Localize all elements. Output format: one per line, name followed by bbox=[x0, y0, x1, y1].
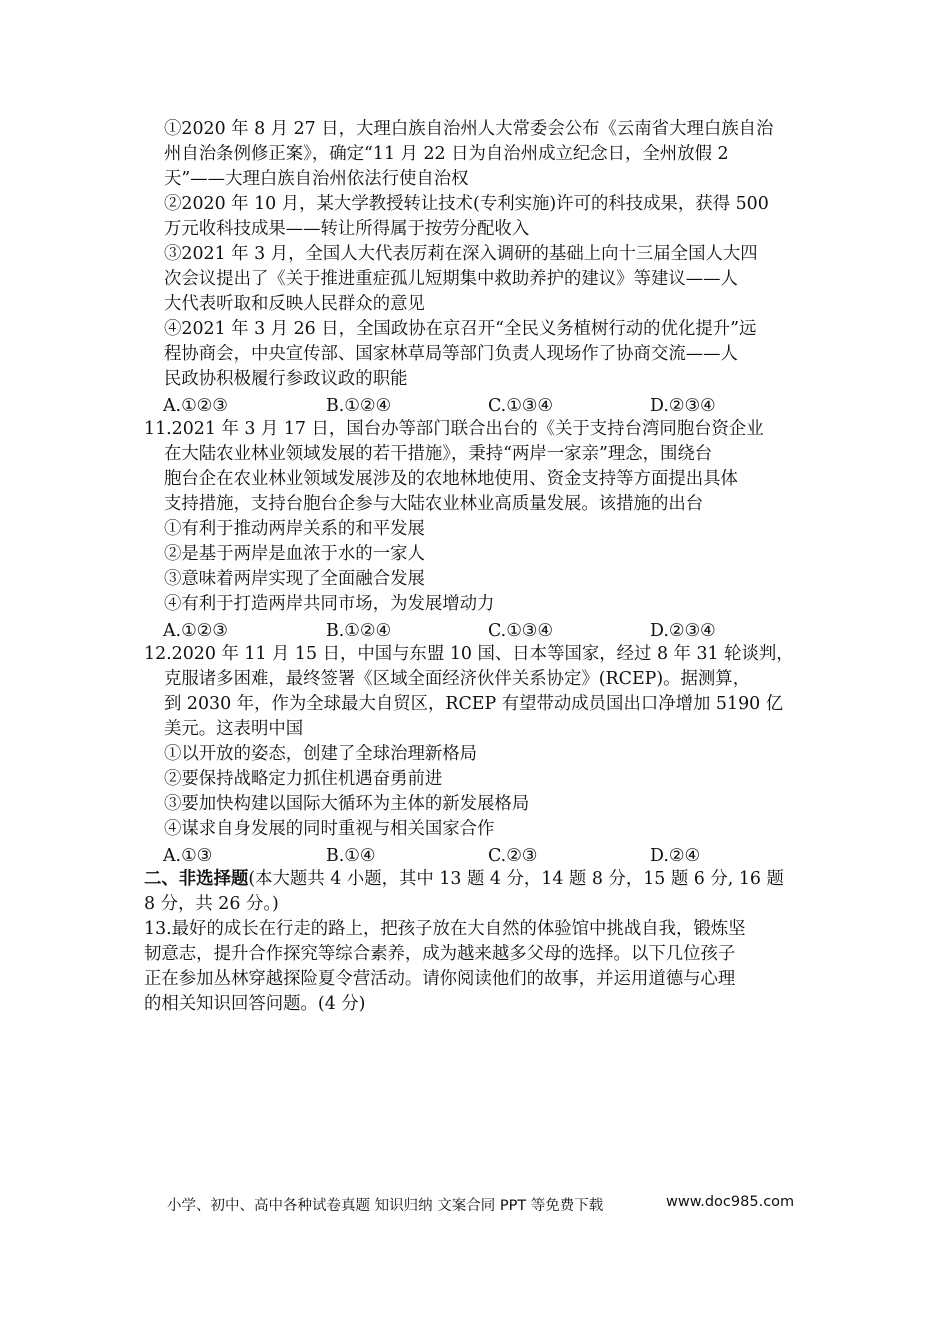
q12-item-2: ②要保持战略定力抓住机遇奋勇前进 bbox=[164, 769, 443, 789]
q10-item-3-line-1: ③2021 年 3 月，全国人大代表厉莉在深入调研的基础上向十三届全国人大四 bbox=[164, 244, 758, 264]
q11-item-2: ②是基于两岸是血浓于水的一家人 bbox=[164, 544, 425, 564]
q12-stem-line-1: 12.2020 年 11 月 15 日，中国与东盟 10 国、日本等国家，经过 8 年 31 轮谈判， bbox=[144, 644, 794, 664]
q10-item-1-line-2: 州自治条例修正案》，确定“11 月 22 日为自治州成立纪念日，全州放假 2 bbox=[164, 144, 729, 164]
q11-option-b: B.①②④ bbox=[326, 621, 392, 641]
q11-item-1: ①有利于推动两岸关系的和平发展 bbox=[164, 519, 425, 539]
q10-item-4-line-1: ④2021 年 3 月 26 日，全国政协在京召开“全民义务植树行动的优化提升”远 bbox=[164, 319, 757, 339]
q13-stem-line-3: 正在参加丛林穿越探险夏令营活动。请你阅读他们的故事，并运用道德与心理 bbox=[144, 969, 736, 989]
q11-options bbox=[163, 621, 763, 639]
q12-option-d: D.②④ bbox=[650, 846, 701, 866]
q13-stem-line-1: 13.最好的成长在行走的路上，把孩子放在大自然的体验馆中挑战自我，锻炼坚 bbox=[144, 919, 746, 939]
q10-item-4-line-2: 程协商会，中央宣传部、国家林草局等部门负责人现场作了协商交流——人 bbox=[164, 344, 738, 364]
q11-item-3: ③意味着两岸实现了全面融合发展 bbox=[164, 569, 425, 589]
q11-item-4: ④有利于打造两岸共同市场，为发展增动力 bbox=[164, 594, 495, 614]
q10-item-3-line-2: 次会议提出了《关于推进重症孤儿短期集中救助养护的建议》等建议——人 bbox=[164, 269, 738, 289]
q11-option-d: D.②③④ bbox=[650, 621, 716, 641]
q12-item-4: ④谋求自身发展的同时重视与相关国家合作 bbox=[164, 819, 495, 839]
q12-options bbox=[163, 846, 763, 864]
q12-option-a: A.①③ bbox=[163, 846, 213, 866]
q11-stem-line-4: 支持措施，支持台胞台企参与大陆农业林业高质量发展。该措施的出台 bbox=[164, 494, 704, 514]
q12-option-c: C.②③ bbox=[488, 846, 538, 866]
q11-stem-line-1: 11.2021 年 3 月 17 日，国台办等部门联合出台的《关于支持台湾同胞台资企业 bbox=[144, 419, 764, 439]
section-2-desc-line-2: 8 分，共 26 分。) bbox=[144, 894, 279, 914]
q10-item-4-line-3: 民政协积极履行参政议政的职能 bbox=[164, 369, 408, 389]
q10-option-b: B.①②④ bbox=[326, 396, 392, 416]
footer-text: 小学、初中、高中各种试卷真题 知识归纳 文案合同 PPT 等免费下载 bbox=[167, 1198, 604, 1214]
q10-option-d: D.②③④ bbox=[650, 396, 716, 416]
q11-option-c: C.①③④ bbox=[488, 621, 553, 641]
q10-item-1-line-3: 天”——大理白族自治州依法行使自治权 bbox=[164, 169, 469, 189]
section-2-heading bbox=[144, 871, 784, 888]
q10-option-a: A.①②③ bbox=[163, 396, 228, 416]
footer-link[interactable]: www.doc985.com bbox=[666, 1194, 795, 1210]
q12-stem-line-4: 美元。这表明中国 bbox=[164, 719, 304, 739]
section-2-desc: (本大题共 4 小题，其中 13 题 4 分，14 题 8 分，15 题 6 分, 16 题 bbox=[248, 869, 784, 889]
q13-stem-line-2: 韧意志，提升合作探究等综合素养，成为越来越多父母的选择。以下几位孩子 bbox=[144, 944, 736, 964]
q11-option-a: A.①②③ bbox=[163, 621, 228, 641]
q10-item-2-line-1: ②2020 年 10 月，某大学教授转让技术(专利实施)许可的科技成果，获得 500 bbox=[164, 194, 769, 214]
q10-options bbox=[163, 396, 763, 414]
q11-stem-line-2: 在大陆农业林业领域发展的若干措施》，秉持“两岸一家亲”理念，围绕台 bbox=[164, 444, 713, 464]
q12-option-b: B.①④ bbox=[326, 846, 376, 866]
q10-item-3-line-3: 大代表听取和反映人民群众的意见 bbox=[164, 294, 425, 314]
page-footer bbox=[167, 1194, 795, 1215]
q11-stem-line-3: 胞台企在农业林业领域发展涉及的农地林地使用、资金支持等方面提出具体 bbox=[164, 469, 738, 489]
section-2-title: 二、非选择题 bbox=[144, 869, 249, 889]
q12-stem-line-2: 克服诸多困难，最终签署《区域全面经济伙伴关系协定》(RCEP)。据测算， bbox=[164, 669, 751, 689]
q10-item-2-line-2: 万元收科技成果——转让所得属于按劳分配收入 bbox=[164, 219, 530, 239]
q13-stem-line-4: 的相关知识回答问题。(4 分) bbox=[144, 994, 366, 1014]
q12-stem-line-3: 到 2030 年，作为全球最大自贸区，RCEP 有望带动成员国出口净增加 5190 亿 bbox=[164, 694, 784, 714]
q10-option-c: C.①③④ bbox=[488, 396, 553, 416]
q10-item-1-line-1: ①2020 年 8 月 27 日，大理白族自治州人大常委会公布《云南省大理白族自治 bbox=[164, 119, 774, 139]
q12-item-3: ③要加快构建以国际大循环为主体的新发展格局 bbox=[164, 794, 530, 814]
q12-item-1: ①以开放的姿态，创建了全球治理新格局 bbox=[164, 744, 478, 764]
